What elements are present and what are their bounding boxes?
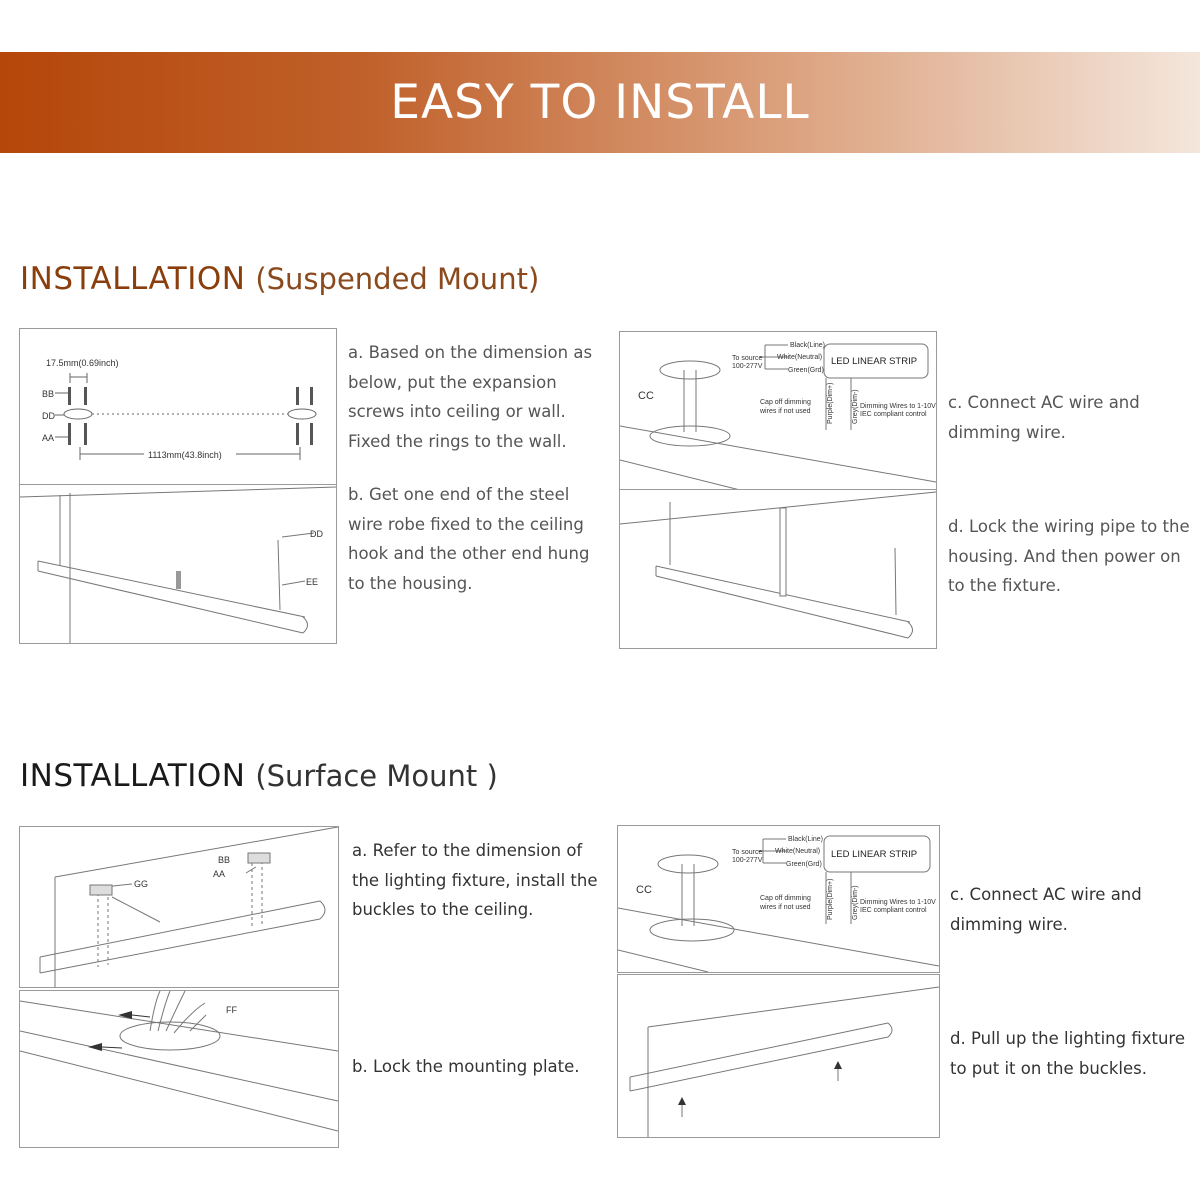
header-banner [0,52,1200,153]
suspended-diagram-c [619,331,937,491]
wire-green-2: Green(Grd) [786,861,822,868]
led-strip-label: LED LINEAR STRIP [831,356,918,367]
label-gg: GG [134,879,149,889]
suspended-step-d: d. Lock the wiring pipe to the housing. And then power on to the fixture. [948,517,1190,595]
suspended-step-c: c. Connect AC wire and dimming wire. [948,393,1140,442]
cap-off-1-2: Cap off dimming [760,895,811,902]
label-ee: EE [306,577,319,587]
surface-diagram-c [617,825,940,973]
suspended-diagram-b [19,484,337,644]
dimming-1: Dimming Wires to 1-10V [860,403,936,410]
wire-green: Green(Grd) [788,367,824,374]
surface-step-c: c. Connect AC wire and dimming wire. [950,885,1142,934]
label-aa: AA [42,433,55,443]
surface-heading-sub: (Surface Mount ) [255,759,498,793]
wire-purple-2: Purple(Dim+) [827,878,834,920]
dimming-2-2: IEC compliant control [860,907,927,914]
suspended-diagram-a [19,328,337,486]
suspended-heading-sub: (Suspended Mount) [255,262,540,296]
surface-diagram-b [19,990,339,1148]
cap-off-1: Cap off dimming [760,399,811,406]
label-bb-surface: BB [218,855,231,865]
label-cc: CC [638,390,654,402]
suspended-diagram-d [619,489,937,649]
label-cc-2: CC [636,884,652,896]
wire-black-2: Black(Line) [788,836,824,843]
dimming-2: IEC compliant control [860,411,927,418]
to-source: To source [732,355,763,362]
suspended-mount-heading [20,261,539,297]
surface-mount-heading [20,758,498,794]
to-source-2: To source [732,849,763,856]
surface-step-d: d. Pull up the lighting fixture to put it on the buckles. [950,1029,1185,1078]
voltage: 100-277V [732,363,763,370]
suspended-heading-main: INSTALLATION [20,261,246,297]
surface-diagram-a [19,826,339,988]
dim-bottom-label: 1113mm(43.8inch) [148,450,222,460]
surface-step-a: a. Refer to the dimension of the lighting fixture, install the buckles to the ceiling. [352,841,598,919]
label-bb: BB [42,389,55,399]
label-dd-b: DD [310,529,323,539]
voltage-2: 100-277V [732,857,763,864]
surface-step-b: b. Lock the mounting plate. [352,1057,580,1076]
surface-diagram-d [617,974,940,1138]
wire-grey-2: Grey(Dim-) [852,885,859,920]
wire-grey: Grey(Dim-) [852,389,859,424]
dim-top-label: 17.5mm(0.69inch) [46,358,119,368]
label-ff: FF [226,1005,237,1015]
cap-off-2: wires if not used [760,408,811,415]
suspended-step-b: b. Get one end of the steel wire robe fixed to the ceiling hook and the other end hung to the housing. [348,485,590,593]
wire-purple: Purple(Dim+) [827,382,834,424]
cap-off-2-2: wires if not used [760,904,811,911]
surface-heading-main: INSTALLATION [20,758,246,794]
label-dd: DD [42,411,55,421]
wire-white-2: White(Neutral) [775,848,821,855]
led-strip-label-2: LED LINEAR STRIP [831,849,918,860]
label-aa-surface: AA [213,869,226,879]
suspended-step-a: a. Based on the dimension as below, put the expansion screws into ceiling or wall. Fixed the rings to the wall. [348,343,593,451]
dimming-1-2: Dimming Wires to 1-10V [860,899,936,906]
wire-black: Black(Line) [790,342,826,349]
banner-title: EASY TO INSTALL [390,75,810,130]
wire-white: White(Neutral) [777,354,823,361]
